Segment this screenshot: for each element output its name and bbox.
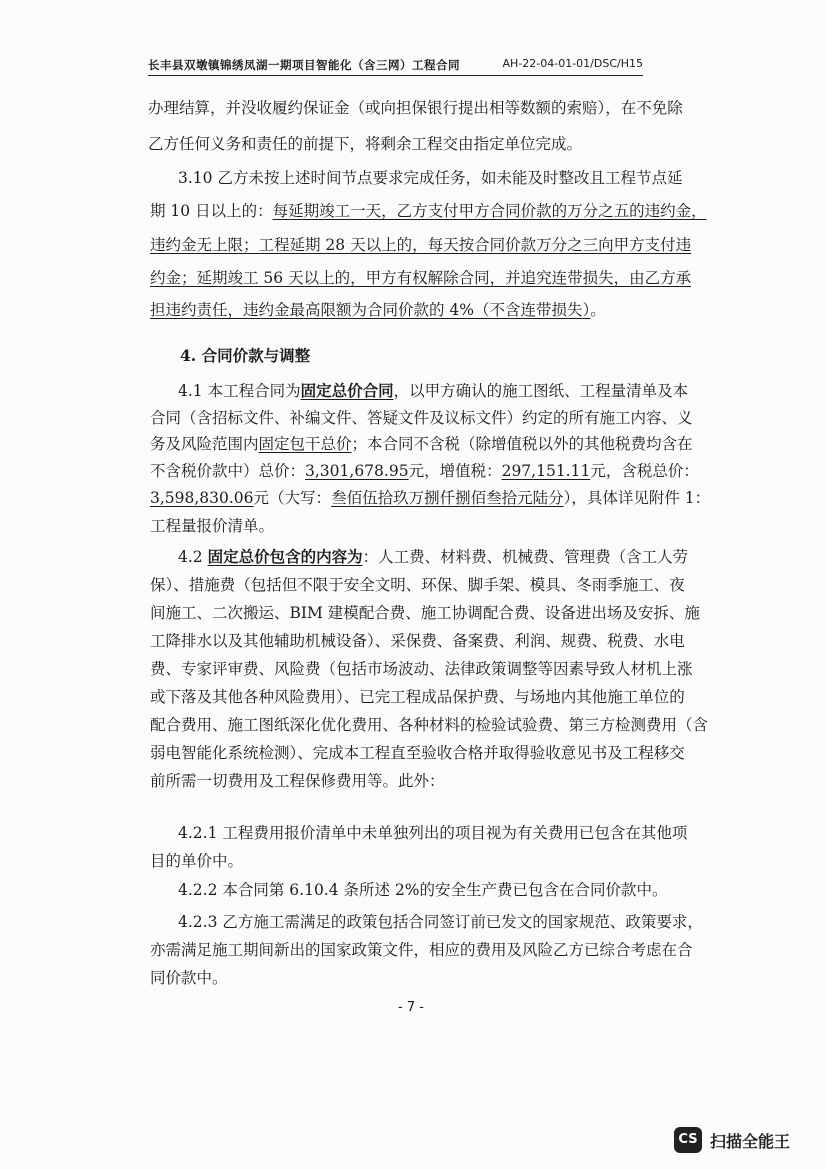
body-line: 担违约责任，违约金最高限额为合同价款的 4%（不含连带损失）。 xyxy=(150,301,606,319)
clause-4-2-2: 4.2.2 本合同第 6.10.4 条所述 2%的安全生产费已包含在合同价款中。 xyxy=(178,881,668,899)
body-line: 合同（含招标文件、补编文件、答疑文件及议标文件）约定的所有施工内容、义 xyxy=(150,409,693,427)
clause-4-1: 4.1 本工程合同为固定总价合同，以甲方确认的施工图纸、工程量清单及本 xyxy=(178,381,689,400)
clause-4-2-3: 4.2.3 乙方施工需满足的政策包括合同签订前已发文的国家规范、政策要求， xyxy=(178,913,703,931)
body-line: 工程量报价清单。 xyxy=(150,517,275,535)
body-line: 间施工、二次搬运、BIM 建模配合费、施工协调配合费、设备进出场及安拆、施 xyxy=(150,604,700,622)
body-line: 同价款中。 xyxy=(150,969,228,987)
body-line: 保）、措施费（包括但不限于安全文明、环保、脚手架、模具、冬雨季施工、夜 xyxy=(150,576,685,594)
body-line: 约金；延期竣工 56 天以上的，甲方有权解除合同，并追究连带损失，由乙方承 xyxy=(150,269,692,287)
body-line: 费、专家评审费、风险费（包括市场波动、法律政策调整等因素导致人材机上涨 xyxy=(150,660,693,678)
body-line: 办理结算，并没收履约保证金（或向担保银行提出相等数额的索赔），在不免除 xyxy=(148,99,683,117)
body-line: 弱电智能化系统检测）、完成本工程直至验收合格并取得验收意见书及工程移交 xyxy=(150,744,685,762)
body-line: 期 10 日以上的：每延期竣工一天，乙方支付甲方合同价款的万分之五的违约金， xyxy=(150,202,707,220)
section-4-title: 4. 合同价款与调整 xyxy=(180,346,311,365)
page-number: - 7 - xyxy=(398,1000,424,1015)
body-line: 前所需一切费用及工程保修费用等。此外： xyxy=(150,772,445,790)
body-line: 配合费用、施工图纸深化优化费用、各种材料的检验试验费、第三方检测费用（含 xyxy=(150,716,709,734)
clause-4-2-1: 4.2.1 工程费用报价清单中未单独列出的项目视为有关费用已包含在其他项 xyxy=(178,824,688,842)
body-line: 乙方任何义务和责任的前提下，将剩余工程交由指定单位完成。 xyxy=(148,135,583,153)
contract-title: 长丰县双墩镇锦绣凤湖一期项目智能化（含三网）工程合同 xyxy=(148,58,460,72)
body-line: 亦需满足施工期间新出的国家政策文件，相应的费用及风险乙方已综合考虑在合 xyxy=(150,941,693,959)
scanner-watermark xyxy=(674,1125,804,1155)
body-line: 违约金无上限；工程延期 28 天以上的，每天按合同价款万分之三向甲方支付违 xyxy=(150,236,692,254)
scanner-app-name: 扫描全能王 xyxy=(710,1132,791,1151)
body-line: 务及风险范围内固定包干总价；本合同不含税（除增值税以外的其他税费均含在 xyxy=(150,435,693,453)
clause-3-10: 3.10 乙方未按上述时间节点要求完成任务，如未能及时整改且工程节点延 xyxy=(178,169,683,187)
contract-code: AH-22-04-01-01/DSC/H15 xyxy=(502,57,643,70)
clause-4-2: 4.2 固定总价包含的内容为：人工费、材料费、机械费、管理费（含工人劳 xyxy=(178,547,689,566)
page-header xyxy=(148,57,643,76)
body-line: 不含税价款中）总价：3,301,678.95元，增值税：297,151.11元，含税总价： xyxy=(150,462,699,480)
body-line: 目的单价中。 xyxy=(150,852,244,870)
body-line: 或下落及其他各种风险费用）、已完工程成品保护费、与场地内其他施工单位的 xyxy=(150,688,685,706)
camscanner-logo-icon: CS xyxy=(674,1127,702,1153)
body-line: 工降排水以及其他辅助机械设备）、采保费、备案费、利润、规费、税费、水电 xyxy=(150,632,685,650)
body-line: 3,598,830.06元（大写：叁佰伍拾玖万捌仟捌佰叁拾元陆分），具体详见附件 1： xyxy=(150,489,711,507)
